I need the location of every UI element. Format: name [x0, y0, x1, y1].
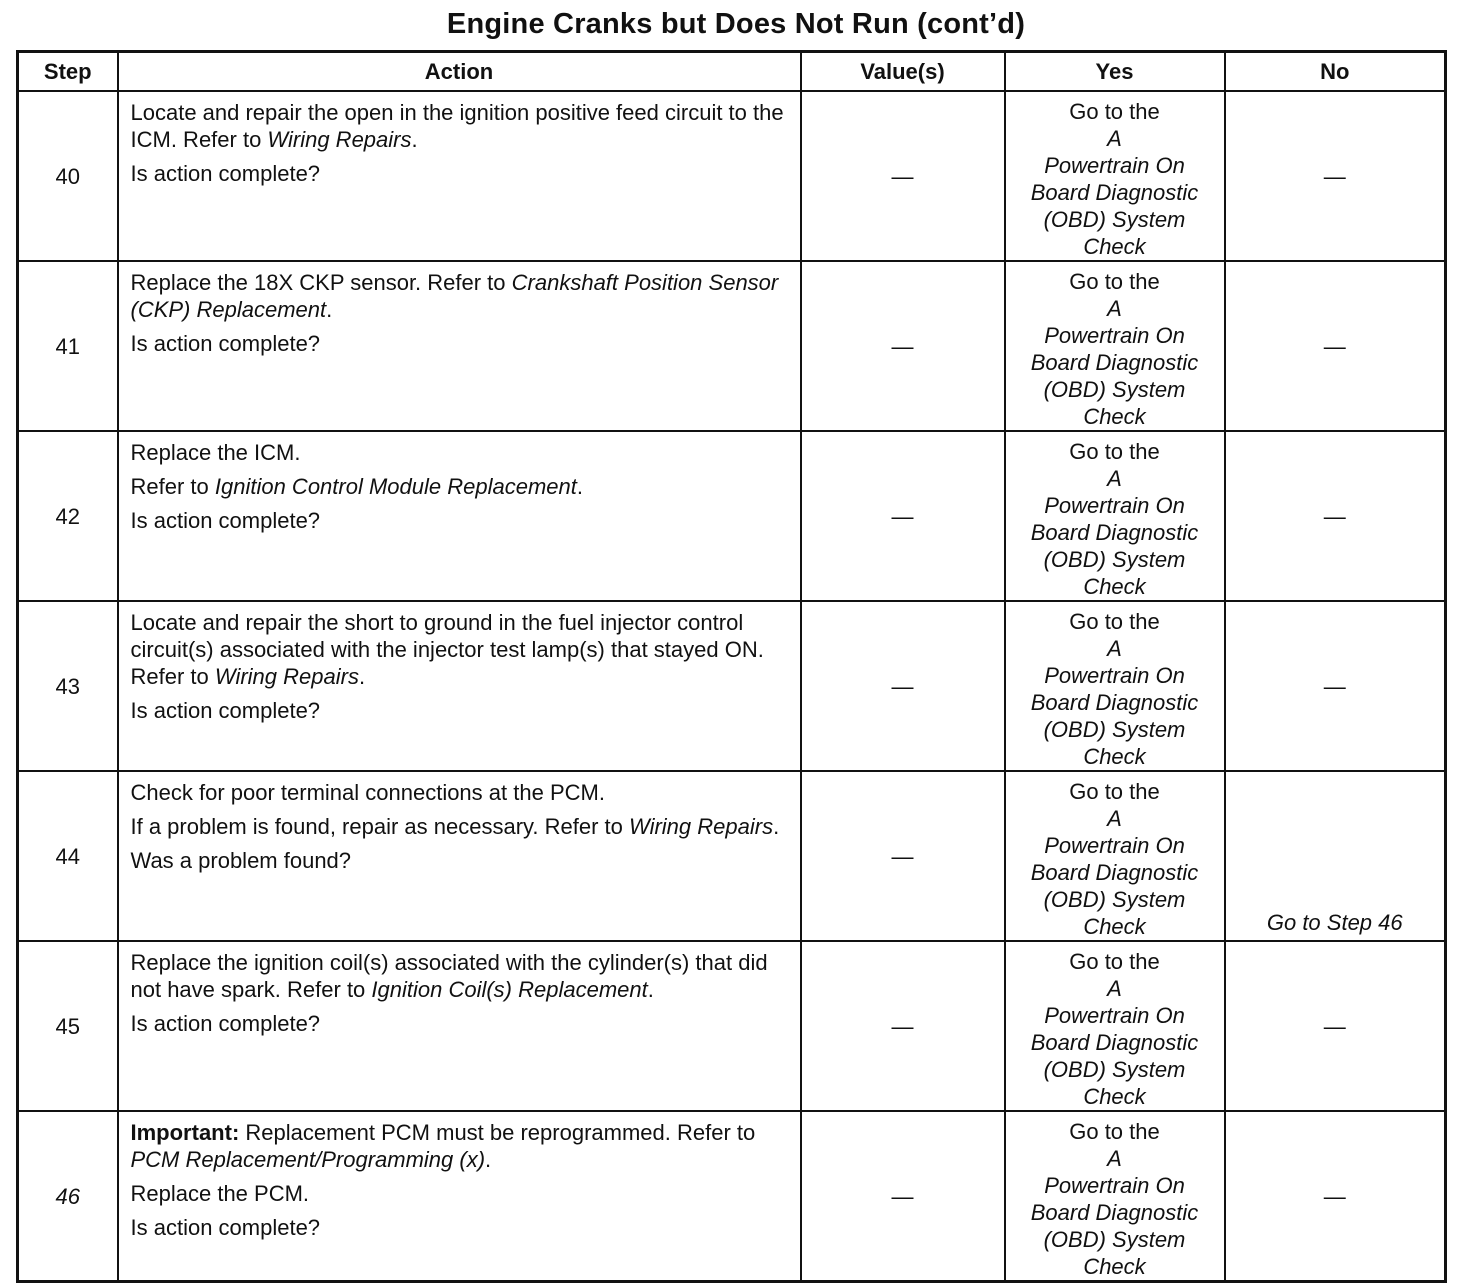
no-cell: — [1225, 1111, 1446, 1282]
yes-cell: Go to the A Powertrain On Board Diagnostic (OBD) System Check [1005, 431, 1225, 601]
yes-cell: Go to the A Powertrain On Board Diagnostic (OBD) System Check [1005, 941, 1225, 1111]
value-dash: — [891, 163, 914, 189]
no-cell: — [1225, 601, 1446, 771]
table-row [18, 1111, 1446, 1282]
header-action: Action [118, 52, 801, 92]
table-row [18, 601, 1446, 771]
step-number: 46 [18, 1111, 118, 1282]
action-text: Replace the 18X CKP sensor. Refer to Crankshaft Position Sensor (CKP) Replacement. [130, 270, 779, 322]
yes-cell: Go to the A Powertrain On Board Diagnostic (OBD) System Check [1005, 771, 1225, 941]
step-number: 42 [18, 431, 118, 601]
step-number: 40 [18, 91, 118, 261]
yes-cell: Go to the A Powertrain On Board Diagnostic (OBD) System Check [1005, 91, 1225, 261]
action-question: Is action complete? [130, 331, 321, 356]
value-cell [801, 941, 1005, 1111]
table-row [18, 941, 1446, 1111]
value-dash: — [891, 1183, 914, 1209]
go-to-step-link: Go to Step 46 [1266, 910, 1403, 935]
action-text: Check for poor terminal connections at the PCM. [130, 780, 605, 805]
header-step: Step [18, 52, 118, 92]
header-row [18, 52, 1446, 92]
step-number: 45 [18, 941, 118, 1111]
action-cell [118, 941, 801, 1111]
no-cell: — [1225, 431, 1446, 601]
action-instruction: Replace the PCM. [130, 1181, 310, 1206]
value-cell [801, 431, 1005, 601]
action-text: Important: Replacement PCM must be reprogrammed. Refer to PCM Replacement/Programming (x). [130, 1120, 756, 1172]
header-yes: Yes [1005, 52, 1225, 92]
header-no: No [1225, 52, 1446, 92]
no-cell [1225, 771, 1446, 941]
reference-link: Wiring Repairs [629, 814, 774, 839]
value-cell [801, 261, 1005, 431]
reference-link: PCM Replacement/Programming (x) [130, 1147, 486, 1172]
yes-cell: Go to the A Powertrain On Board Diagnostic (OBD) System Check [1005, 1111, 1225, 1282]
table-row [18, 431, 1446, 601]
no-cell: — [1225, 261, 1446, 431]
value-dash: — [891, 503, 914, 529]
reference-link: Crankshaft Position Sensor (CKP) Replacement [130, 270, 779, 322]
action-cell [118, 1111, 801, 1282]
no-cell: — [1225, 91, 1446, 261]
table-row [18, 261, 1446, 431]
step-number: 43 [18, 601, 118, 771]
value-cell [801, 91, 1005, 261]
no-cell: — [1225, 941, 1446, 1111]
yes-cell: Go to the A Powertrain On Board Diagnostic (OBD) System Check [1005, 601, 1225, 771]
table-row [18, 771, 1446, 941]
step-number: 44 [18, 771, 118, 941]
page-title: Engine Cranks but Does Not Run (cont’d) [446, 8, 1026, 40]
action-question: Is action complete? [130, 161, 321, 186]
reference-link: Wiring Repairs [214, 664, 359, 689]
value-cell [801, 1111, 1005, 1282]
action-cell [118, 91, 801, 261]
action-reference: If a problem is found, repair as necessary. Refer to Wiring Repairs. [130, 814, 780, 839]
diagnostic-table [16, 50, 1447, 1283]
action-cell [118, 261, 801, 431]
action-text: Locate and repair the short to ground in the fuel injector control circuit(s) associated with the injector test lamp(s) that stayed ON. Refer to Wiring Repairs. [130, 610, 764, 689]
action-question: Is action complete? [130, 698, 321, 723]
header-values: Value(s) [801, 52, 1005, 92]
reference-link: Ignition Coil(s) Replacement [371, 977, 648, 1002]
value-dash: — [891, 673, 914, 699]
action-cell [118, 431, 801, 601]
action-question: Is action complete? [130, 508, 321, 533]
action-question: Is action complete? [130, 1011, 321, 1036]
action-text: Replace the ICM. [130, 440, 301, 465]
action-reference: Refer to Ignition Control Module Replacement. [130, 474, 583, 499]
action-cell [118, 601, 801, 771]
value-dash: — [891, 1013, 914, 1039]
action-question: Is action complete? [130, 1215, 321, 1240]
step-number: 41 [18, 261, 118, 431]
value-cell [801, 601, 1005, 771]
important-label: Important: [130, 1120, 240, 1145]
action-text: Locate and repair the open in the ignition positive feed circuit to the ICM. Refer to Wiring Repairs. [130, 100, 784, 152]
value-cell [801, 771, 1005, 941]
reference-link: Ignition Control Module Replacement [214, 474, 577, 499]
value-dash: — [891, 333, 914, 359]
table-row [18, 91, 1446, 261]
yes-cell: Go to the A Powertrain On Board Diagnostic (OBD) System Check [1005, 261, 1225, 431]
value-dash: — [891, 843, 914, 869]
action-question: Was a problem found? [130, 848, 352, 873]
reference-link: Wiring Repairs [267, 127, 412, 152]
action-text: Replace the ignition coil(s) associated with the cylinder(s) that did not have spark. Refer to Ignition Coil(s) Replacement. [130, 950, 768, 1002]
action-cell [118, 771, 801, 941]
